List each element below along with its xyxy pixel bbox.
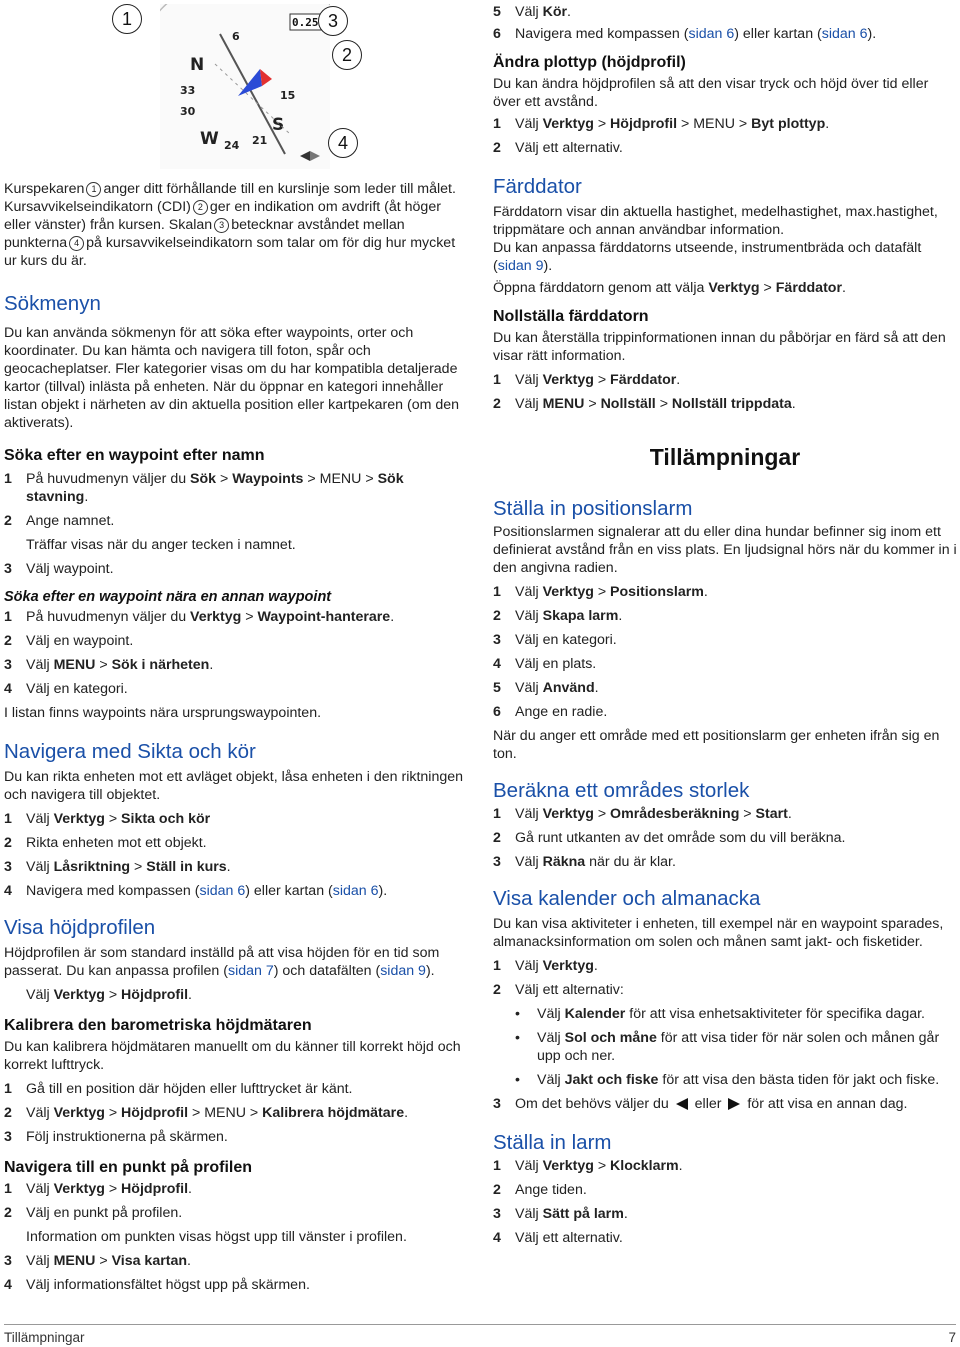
page-link[interactable]: sidan 7 xyxy=(227,963,274,979)
compass-tick-s: S xyxy=(272,115,285,135)
step-item: 1 Välj Verktyg > Höjdprofil. xyxy=(4,1181,192,1197)
step-item: 4 Välj en kategori. xyxy=(4,681,128,697)
step-item: 3 Om det behövs väljer du eller för att visa en annan dag. xyxy=(493,1096,908,1112)
heading-sokmenyn: Sökmenyn xyxy=(4,292,101,315)
farddator-body2: Du kan anpassa färddatorns utseende, instrumentbräda och datafält (sidan 9). xyxy=(493,240,922,274)
footer-section: Tillämpningar xyxy=(4,1330,85,1345)
step-item: 1 Välj Verktyg. xyxy=(493,958,598,974)
step-item: 2 Rikta enheten mot ett objekt. xyxy=(4,835,207,851)
step-item: 2 Välj Skapa larm. xyxy=(493,608,623,624)
bullet-item: • Välj Jakt och fiske för att visa den bästa tiden för jakt och fiske. xyxy=(515,1072,940,1088)
step-item: 1 På huvudmenyn väljer du Sök > Waypoints > MENU > Sök stavning. xyxy=(4,471,404,505)
step-item: 2 Välj en waypoint. xyxy=(4,633,134,649)
callout-4: 4 xyxy=(328,128,358,158)
step-note: Träffar visas när du anger tecken i namnet. xyxy=(26,537,296,553)
heading-larm: Ställa in larm xyxy=(493,1131,612,1154)
footer-divider xyxy=(4,1324,956,1325)
page-link[interactable]: sidan 6 xyxy=(688,26,735,42)
step-item: 3 Välj Låsriktning > Ställ in kurs. xyxy=(4,859,231,875)
step-note: När du anger ett område med ett positionslarm ger enheten ifrån sig en ton. xyxy=(493,728,940,762)
hojdprofil-body: Höjdprofilen är som standard inställd på att visa höjden för en tid som passerat. Du kan anpassa profilen (sidan 7) och datafälten (sidan 9). xyxy=(4,945,440,979)
positionslarm-body: Positionslarmen signalerar att du eller dina hundar befinner sig inom ett definierat avstånd från en viss plats. En ljudsignal hörs när du kommer in i den angivna radien. xyxy=(493,524,957,576)
compass-image xyxy=(160,4,330,169)
step-item: 1 Välj Verktyg > Områdesberäkning > Start. xyxy=(493,806,792,822)
sokmenyn-body: Du kan använda sökmenyn för att söka efter waypoints, orter och koordinater. Du kan hämta och navigera till foton, spår och geocacheplatser. Fler kategorier visas om du har kompatibla detaljerade kartor (tillval) inlästa på enheten. När du öppnar en kategori innehåller listan objekt i närheten av din aktuella position eller kartpekaren (om den aktiverats). xyxy=(4,325,460,431)
step-item: 2 Ange tiden. xyxy=(493,1182,587,1198)
step-item: 5 Välj Kör. xyxy=(493,4,571,20)
page-link[interactable]: sidan 9 xyxy=(497,258,544,274)
callout-3: 3 xyxy=(318,6,348,36)
step-item: 5 Välj Använd. xyxy=(493,680,599,696)
compass-tick-21: 21 xyxy=(252,134,268,147)
heading-positionslarm: Ställa in positionslarm xyxy=(493,497,693,520)
step-item: 3 Välj Sätt på larm. xyxy=(493,1206,628,1222)
step-item: 3 Välj MENU > Visa kartan. xyxy=(4,1253,191,1269)
step-item: 3 Välj MENU > Sök i närheten. xyxy=(4,657,214,673)
page-link[interactable]: sidan 9 xyxy=(380,963,426,979)
step-item: 1 Välj Verktyg > Färddator. xyxy=(493,372,681,388)
bullet-item: • Välj Kalender för att visa enhetsaktiviteter för specifika dagar. xyxy=(515,1006,925,1022)
callout-1: 1 xyxy=(112,4,142,34)
step-item: 3 Välj en kategori. xyxy=(493,632,617,648)
heading-sikta-kor: Navigera med Sikta och kör xyxy=(4,740,256,763)
step-item: 2 Ange namnet. xyxy=(4,513,115,529)
step-item: 6 Ange en radie. xyxy=(493,704,608,720)
step-note: Information om punkten visas högst upp till vänster i profilen. xyxy=(26,1229,407,1245)
step-item: 1 På huvudmenyn väljer du Verktyg > Waypoint-hanterare. xyxy=(4,609,395,625)
step-item: 3 Välj waypoint. xyxy=(4,561,114,577)
step-item: 4 Välj informationsfältet högst upp på skärmen. xyxy=(4,1277,310,1293)
step-item: 2 Gå runt utkanten av det område som du vill beräkna. xyxy=(493,830,846,846)
compass-intro: Kurspekaren 1 anger ditt förhållande till en kurslinje som leder till målet. Kursavvikelseindikatorn (CDI) 2 ger en indikation om avdrift (åt höger eller vänster) från kursen. Skalan 3 betecknar avståndet mellan punkterna 4 på kursavvikelseindikatorn som talar om för dig hur mycket ur kurs du är. xyxy=(4,181,456,269)
compass-tick-w: W xyxy=(200,129,219,149)
page-link[interactable]: sidan 6 xyxy=(199,883,246,899)
farddator-body1: Färddatorn visar din aktuella hastighet, medelhastighet, max.hastighet, trippmätare och annan användbar information. xyxy=(493,204,938,238)
compass-figure xyxy=(160,4,330,169)
step-item: 4 Välj en plats. xyxy=(493,656,597,672)
step-item: 1 Gå till en position där höjden eller lufttrycket är känt. xyxy=(4,1081,353,1097)
step-item: 2 Välj MENU > Nollställ > Nollställ trippdata. xyxy=(493,396,796,412)
compass-tick-6: 6 xyxy=(232,30,240,43)
kalibrera-body: Du kan kalibrera höjdmätaren manuellt om du känner till korrekt höjd och korrekt lufttryck. xyxy=(4,1039,461,1073)
heading-kalender: Visa kalender och almanacka xyxy=(493,887,761,910)
step-item: 3 Följ instruktionerna på skärmen. xyxy=(4,1129,228,1145)
heading-tillampningar: Tillämpningar xyxy=(649,444,801,470)
plottyp-body: Du kan ändra höjdprofilen så att den visar tryck och höjd över tid eller över ett avstånd. xyxy=(493,76,929,110)
heading-hojdprofil: Visa höjdprofilen xyxy=(4,916,156,939)
step-item: 1 Välj Verktyg > Höjdprofil > MENU > Byt plottyp. xyxy=(493,116,830,132)
compass-tick-24: 24 xyxy=(224,139,240,152)
heading-sok-namn: Söka efter en waypoint efter namn xyxy=(4,447,265,464)
heading-omrade: Beräkna ett områdes storlek xyxy=(493,779,750,802)
right-arrow-icon xyxy=(728,1098,740,1110)
distance-readout: 0.25 xyxy=(292,16,319,29)
sikta-kor-body: Du kan rikta enheten mot ett avläget objekt, låsa enheten i den riktningen och navigera till objektet. xyxy=(4,769,464,803)
step-item: 2 Välj ett alternativ: xyxy=(493,982,624,998)
compass-tick-30: 30 xyxy=(180,105,196,118)
nollstalla-body: Du kan återställa trippinformationen innan du påbörjar en färd så att den visar rätt information. xyxy=(493,330,946,364)
heading-kalibrera: Kalibrera den barometriska höjdmätaren xyxy=(4,1017,312,1034)
footer-page-number: 7 xyxy=(948,1330,956,1345)
heading-nollstalla: Nollställa färddatorn xyxy=(493,308,649,325)
page-link[interactable]: sidan 6 xyxy=(821,26,868,42)
step-item: 4 Navigera med kompassen (sidan 6) eller kartan (sidan 6). xyxy=(4,883,388,899)
farddator-body3: Öppna färddatorn genom att välja Verktyg > Färddator. xyxy=(493,280,846,296)
kalender-body: Du kan visa aktiviteter i enheten, till exempel när en waypoint sparades, almanacksinformation om solen och månen samt jakt- och fisketider. xyxy=(493,916,944,950)
compass-tick-33: 33 xyxy=(180,84,196,97)
step-item: 1 Välj Verktyg > Klocklarm. xyxy=(493,1158,683,1174)
step-item: 6 Navigera med kompassen (sidan 6) eller kartan (sidan 6). xyxy=(493,26,877,42)
step-item: 2 Välj en punkt på profilen. xyxy=(4,1205,183,1221)
step-item: Välj Verktyg > Höjdprofil. xyxy=(26,987,192,1003)
heading-sok-nara: Söka efter en waypoint nära en annan waypoint xyxy=(4,589,332,605)
callout-2: 2 xyxy=(332,40,362,70)
heading-farddator: Färddator xyxy=(493,175,582,198)
left-arrow-icon xyxy=(676,1098,688,1110)
step-item: 1 Välj Verktyg > Positionslarm. xyxy=(493,584,708,600)
page-link[interactable]: sidan 6 xyxy=(332,883,379,899)
bullet-item: • Välj Sol och måne för att visa tider för när solen och månen går upp och ner. xyxy=(515,1030,940,1064)
compass-tick-15: 15 xyxy=(280,89,296,102)
step-item: 2 Välj ett alternativ. xyxy=(493,140,623,156)
step-item: 1 Välj Verktyg > Sikta och kör xyxy=(4,811,211,827)
compass-tick-n: N xyxy=(190,55,205,75)
step-item: 3 Välj Räkna när du är klar. xyxy=(493,854,676,870)
step-item: 2 Välj Verktyg > Höjdprofil > MENU > Kalibrera höjdmätare. xyxy=(4,1105,409,1121)
step-item: 4 Välj ett alternativ. xyxy=(493,1230,623,1246)
heading-plottyp: Ändra plottyp (höjdprofil) xyxy=(493,54,686,71)
step-note: I listan finns waypoints nära ursprungswaypointen. xyxy=(4,705,322,721)
heading-navigera-punkt: Navigera till en punkt på profilen xyxy=(4,1159,253,1176)
